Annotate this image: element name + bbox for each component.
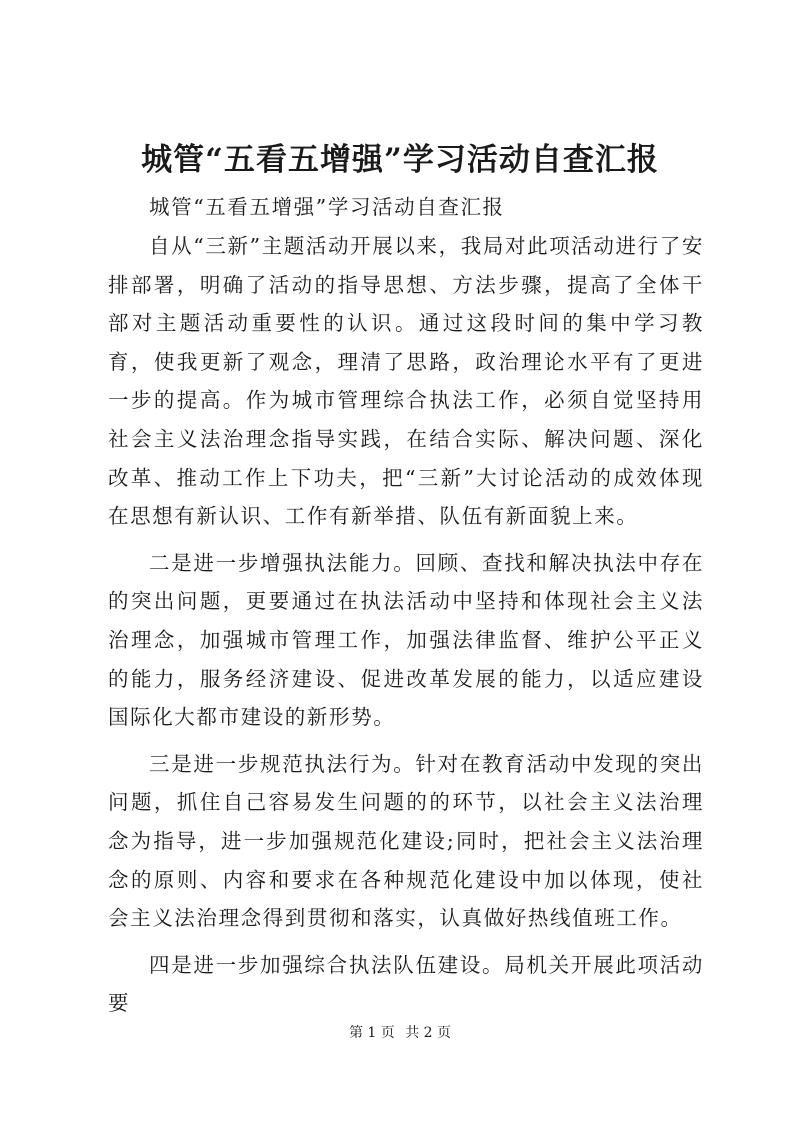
document-title: 城管“五看五增强”学习活动自查汇报 [141, 142, 659, 178]
body-paragraph-four: 四是进一步加强综合执法队伍建设。局机关开展此项活动要 [108, 952, 704, 1016]
page-number: 第 1 页 [348, 1025, 395, 1041]
paragraph-gap [108, 737, 704, 745]
body-paragraph-two: 二是进一步增强执法能力。回顾、查找和解决执法中存在的突出问题，更要通过在执法活动中坚持和体现社会主义法治理念，加强城市管理工作，加强法律监督、维护公平正义的能力，服务经济建设、促进改革发展的能力，以适应建设国际化大都市建设的新形势。 [108, 550, 704, 730]
page-total: 共 2 页 [405, 1025, 452, 1041]
body-paragraph-three: 三是进一步规范执法行为。针对在教育活动中发现的突出问题，抓住自己容易发生问题的的环节，以社会主义法治理念为指导，进一步加强规范化建设;同时，把社会主义法治理念的原则、内容和要求在各种规范化建设中加以体现，使社会主义法治理念得到贯彻和落实，认真做好热线值班工作。 [108, 751, 704, 931]
subtitle-paragraph: 城管“五看五增强”学习活动自查汇报 [149, 195, 505, 219]
paragraph-gap [108, 536, 704, 544]
paragraph-gap [108, 938, 704, 946]
document-body [108, 187, 704, 1023]
body-paragraph-intro: 自从“三新”主题活动开展以来，我局对此项活动进行了安排部署，明确了活动的指导思想、方法步骤，提高了全体干部对主题活动重要性的认识。通过这段时间的集中学习教育，使我更新了观念，理清了思路，政治理论水平有了更进一步的提高。作为城市管理综合执法工作，必须自觉坚持用社会主义法治理念指导实践，在结合实际、解决问题、深化改革、推动工作上下功夫，把“三新”大讨论活动的成效体现在思想有新认识、工作有新举措、队伍有新面貌上来。 [108, 234, 704, 529]
page-footer [0, 1023, 800, 1043]
